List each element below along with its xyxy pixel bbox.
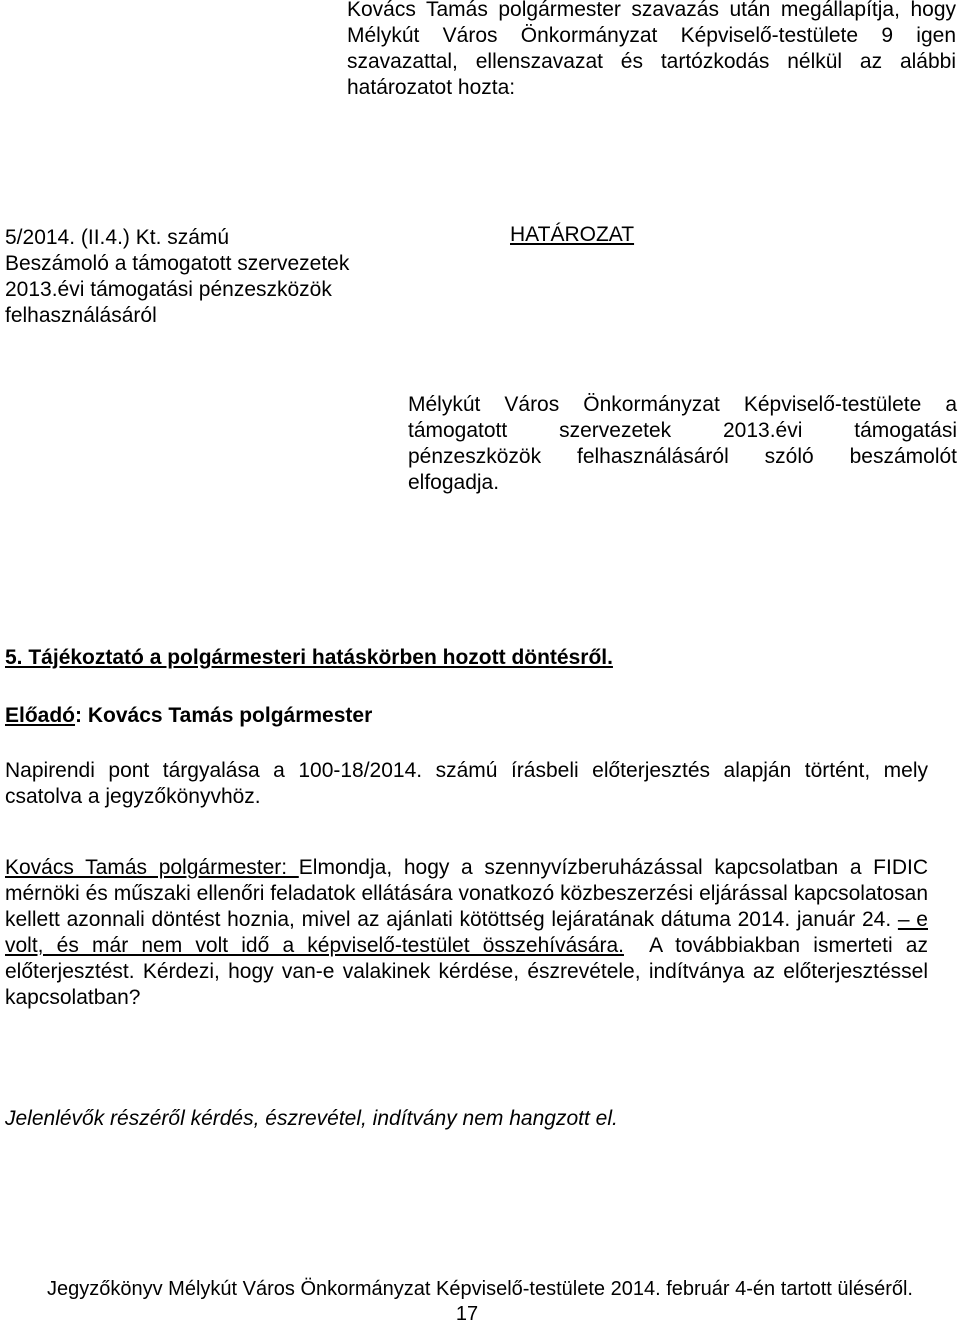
speaker-label: Kovács Tamás polgármester:	[5, 856, 299, 879]
presenter-line	[5, 703, 372, 729]
vote-result-paragraph: Kovács Tamás polgármester szavazás után megállapítja, hogy Mélykút Város Önkormányzat Képviselő-testülete 9 igen szavazattal, ellenszavazat és tartózkodás nélkül az alábbi határozatot hozta:	[347, 0, 956, 99]
agenda-discussion-paragraph: Napirendi pont tárgyalása a 100-18/2014. számú írásbeli előterjesztés alapján történt, mely csatolva a jegyzőkönyvhöz.	[5, 759, 928, 808]
resolution-subject-line: felhasználásáról	[5, 304, 157, 327]
attendees-note: Jelenlévők részéről kérdés, észrevétel, indítvány nem hangzott el.	[5, 1107, 618, 1130]
resolution-heading: HATÁROZAT	[510, 223, 635, 246]
agenda-item-heading: 5. Tájékoztató a polgármesteri hatáskörben hozott döntésről.	[5, 646, 613, 669]
statement-text: Elmondja, hogy a szennyvízberuházással kapcsolatban a FIDIC mérnöki és műszaki ellenőri feladatok ellátására vonatkozó közbeszerzési eljárással kapcsolatosan kellett azonnali döntést hoznia, mivel az ajánlati kötöttség lejáratának dátuma 2014. január 24.	[5, 856, 929, 931]
page-footer: Jegyzőkönyv Mélykút Város Önkormányzat Képviselő-testülete 2014. február 4-én tartott üléséről.	[47, 1278, 913, 1300]
resolution-subject-line: 2013.évi támogatási pénzeszközök	[5, 278, 332, 301]
presenter-name: : Kovács Tamás polgármester	[75, 704, 373, 727]
resolution-body: Mélykút Város Önkormányzat Képviselő-testülete a támogatott szervezetek 2013.évi támogatási pénzeszközök felhasználásáról szóló beszámolót elfogadja.	[408, 393, 957, 494]
statement-text-underlined: – e volt, és már nem volt idő a képviselő-testület összehívására.	[5, 908, 928, 957]
mayor-statement-paragraph	[5, 855, 934, 1011]
presenter-label: Előadó	[5, 704, 76, 727]
resolution-subject-line: Beszámoló a támogatott szervezetek	[5, 252, 350, 275]
page-number: 17	[455, 1303, 479, 1325]
statement-text: A továbbiakban ismerteti az előterjesztést. Kérdezi, hogy van-e valakinek kérdése, észrevétele, indítványa az előterjesztéssel kapcsolatban?	[5, 934, 934, 1009]
resolution-title	[5, 225, 425, 329]
resolution-number: 5/2014. (II.4.) Kt. számú	[5, 226, 230, 249]
